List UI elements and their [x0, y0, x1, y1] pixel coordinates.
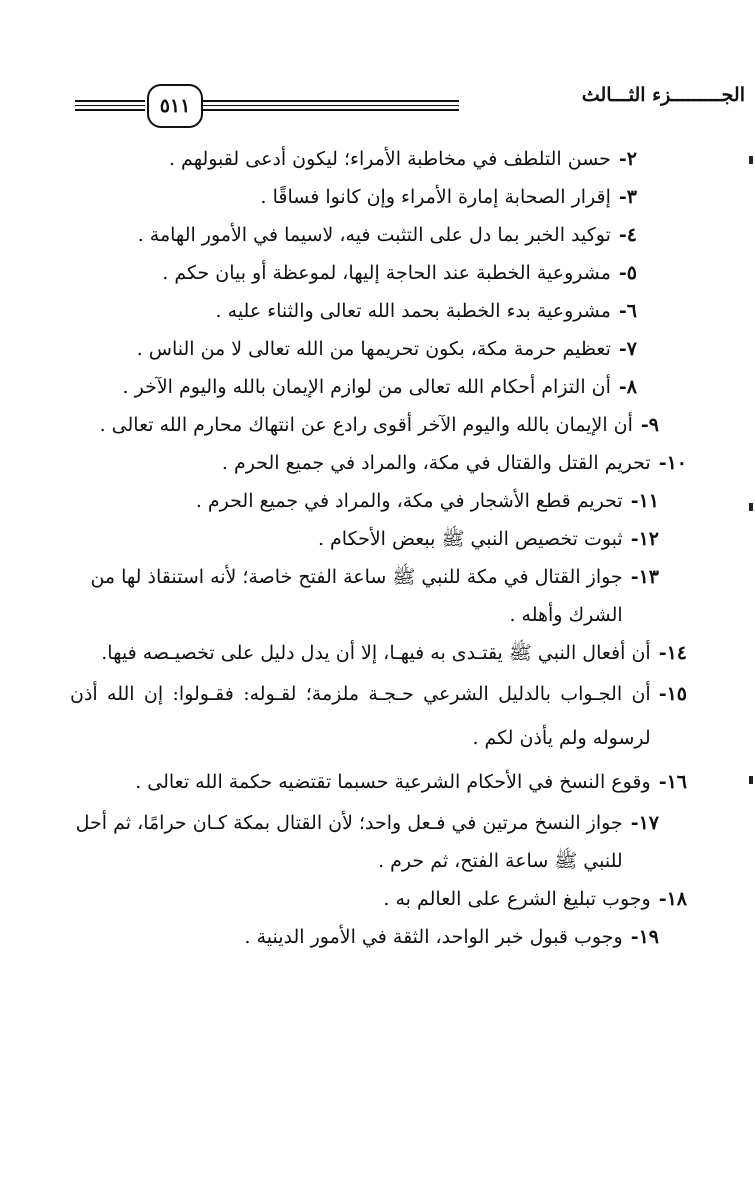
item-text: تعظيم حرمة مكة، بكون تحريمها من الله تعالى لا من الناس . — [136, 338, 611, 360]
item-number: ٥- — [618, 262, 637, 284]
item-text: توكيد الخبر بما دل على التثبت فيه، لاسيما في الأمور الهامة . — [137, 224, 611, 246]
page-number: ٥١١ — [147, 84, 203, 128]
item-number: ٦- — [618, 300, 637, 322]
list-item — [70, 292, 687, 330]
item-number: ١٩- — [630, 926, 659, 948]
item-number: ١٥- — [658, 683, 687, 705]
item-number: ١١- — [630, 490, 659, 512]
item-text: جواز النسخ مرتين في فـعل واحد؛ لأن القتال بمكة كـان حرامًا، ثم أحل للنبي ﷺ ساعة الفتح، ثم حرم . — [75, 812, 623, 872]
item-number: ٧- — [618, 338, 637, 360]
item-text: تحريم قطع الأشجار في مكة، والمراد في جميع الحرم . — [195, 490, 623, 512]
list-item — [70, 672, 687, 760]
list-item — [70, 330, 687, 368]
part-title: الجـــــــــزء الثـــالث — [581, 84, 745, 106]
points-list — [70, 140, 687, 956]
item-number: ٩- — [640, 414, 659, 436]
item-text: مشروعية بدء الخطبة بحمد الله تعالى والثناء عليه . — [215, 300, 611, 322]
list-item — [70, 482, 687, 520]
header-rule-left — [75, 100, 145, 114]
item-number: ٨- — [618, 376, 637, 398]
item-number: ١٣- — [630, 566, 659, 588]
item-number: ١٦- — [658, 771, 687, 793]
item-text: حسن التلطف في مخاطبة الأمراء؛ ليكون أدعى لقبولهم . — [168, 148, 611, 170]
item-number: ١٠- — [658, 452, 687, 474]
item-text: جواز القتال في مكة للنبي ﷺ ساعة الفتح خاصة؛ لأنه استنقاذ لها من الشرك وأهله . — [90, 566, 623, 626]
item-text: تحريم القتل والقتال في مكة، والمراد في جميع الحرم . — [221, 452, 651, 474]
item-number: ١٢- — [630, 528, 659, 550]
list-item — [70, 368, 687, 406]
item-number: ٤- — [618, 224, 637, 246]
item-text: ثبوت تخصيص النبي ﷺ ببعض الأحكام . — [317, 528, 623, 550]
list-item — [70, 178, 687, 216]
list-item — [70, 634, 687, 672]
item-number: ١٤- — [658, 642, 687, 664]
margin-mark — [749, 776, 753, 784]
item-text: أن التزام أحكام الله تعالى من لوازم الإيمان بالله واليوم الآخر . — [122, 376, 611, 398]
item-text: وجوب تبليغ الشرع على العالم به . — [383, 888, 651, 910]
list-item — [70, 406, 687, 444]
margin-mark — [749, 156, 753, 164]
header-rule-middle — [203, 100, 459, 114]
item-number: ١٨- — [658, 888, 687, 910]
item-text: وقوع النسخ في الأحكام الشرعية حسبما تقتضيه حكمة الله تعالى . — [135, 771, 651, 793]
list-item — [70, 520, 687, 558]
list-item — [70, 804, 687, 880]
item-text: أن الإيمان بالله واليوم الآخر أقوى رادع عن انتهاك محارم الله تعالى . — [99, 414, 633, 436]
list-item — [70, 140, 687, 178]
item-text: مشروعية الخطبة عند الحاجة إليها، لموعظة أو بيان حكم . — [162, 262, 611, 284]
item-text: إقرار الصحابة إمارة الأمراء وإن كانوا فساقًا . — [260, 186, 611, 208]
item-text: أن الجـواب بالدليل الشرعي حـجـة ملزمة؛ لقـوله: فقـولوا: إن الله أذن لرسوله ولم يأذن لكم . — [70, 683, 651, 749]
item-number: ٢- — [618, 148, 637, 170]
list-item — [70, 254, 687, 292]
list-item — [70, 880, 687, 918]
list-item — [70, 558, 687, 634]
item-number: ١٧- — [630, 812, 659, 834]
list-item — [70, 444, 687, 482]
list-item — [70, 918, 687, 956]
list-item — [70, 760, 687, 804]
item-text: أن أفعال النبي ﷺ يقتـدى به فيهـا، إلا أن يدل دليل على تخصيـصه فيها. — [101, 642, 651, 664]
list-item — [70, 216, 687, 254]
margin-mark — [749, 503, 753, 511]
item-text: وجوب قبول خبر الواحد، الثقة في الأمور الدينية . — [244, 926, 623, 948]
item-number: ٣- — [618, 186, 637, 208]
